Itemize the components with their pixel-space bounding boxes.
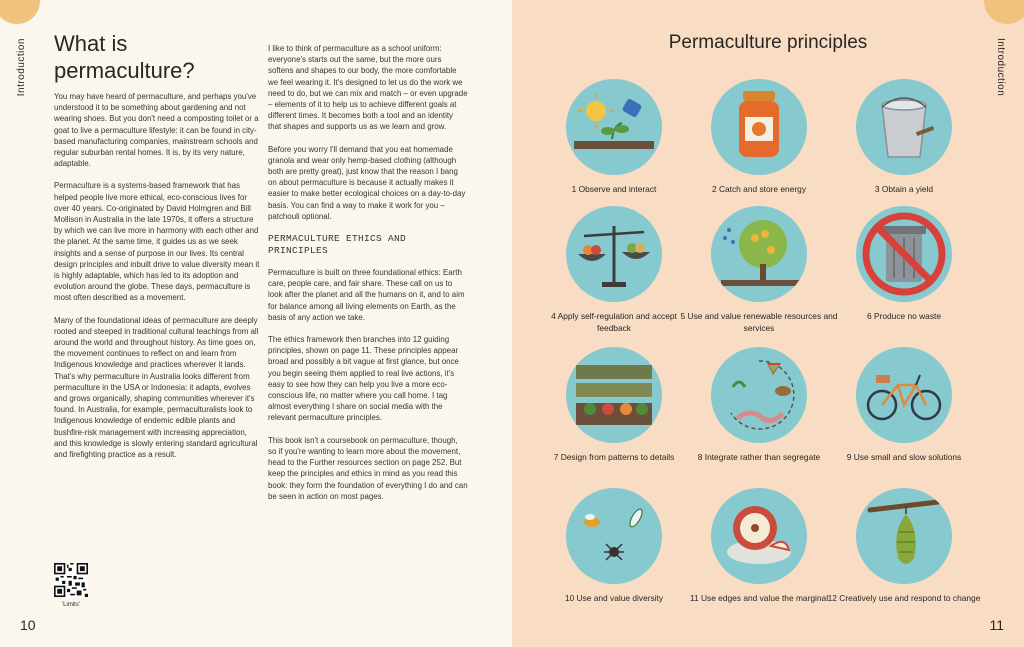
paragraph: Permaculture is built on three foundational ethics: Earth care, people care, and fair share. These call on us to look after the planet and all the humans on it, and to aim for balance among all living elements on Earth, as the basis of any action we take. <box>268 268 465 322</box>
no-bin-icon <box>856 206 952 302</box>
cycle-icon <box>711 347 807 443</box>
principle-label: 3 Obtain a yield <box>874 184 934 194</box>
principle-1 <box>534 79 694 195</box>
chrysalis-icon <box>856 488 952 584</box>
paragraph: The ethics framework then branches into 12 guiding principles, shown on page 11. These principles appear broad and possibly a bit vague at first glance, but once you begin seeing them applied to real live actions, it's easy to see how they can help you live a more eco-conscious life, no matter where you call home. I tag almost everything I share on social media with the relevant permaculture principles. <box>268 335 459 423</box>
principle-label: 5 Use and value renewable resources and services <box>680 311 838 333</box>
principle-4 <box>534 206 694 334</box>
principle-label: 8 Integrate rather than segregate <box>697 452 821 462</box>
principle-label: 12 Creatively use and respond to change <box>827 593 981 603</box>
principle-label: 11 Use edges and value the marginal <box>689 593 829 603</box>
column-2 <box>268 43 468 513</box>
page-number: 11 <box>989 617 1004 633</box>
paragraph: Many of the foundational ideas of permaculture are deeply rooted and steeped in traditional cultural teachings from all around the world and throughout history. As time goes on, the movement continues to reflect on and learn from Indigenous knowledge and practices wherever it lands. That's why permaculture in Australia looks different from permaculture in the USA or Indonesia: it adapts, evolves and grows organically, shaping communities wherever it's found. In Australia, for example, permaculturalists look to Indigenous knowledge of endemic edible plants and bushfire-risk management with increasing appreciation, and this knowledge is slowly entering standard agricultural and firefighting practice as a result. <box>54 315 259 460</box>
principle-8 <box>679 347 839 463</box>
paragraph: You may have heard of permaculture, and perhaps you've understood it to be something about gardening and not wearing shoes. But you don't need a composting toilet or a goat to live a permaculture lifestyle: it can be found in city-based manufacturing companies, mainstream schools and regular suburban rental homes. It is, by its very nature, adaptable. <box>54 92 259 169</box>
scales-icon <box>566 206 662 302</box>
page-title: Permaculture principles <box>668 32 868 53</box>
qr-code-icon[interactable] <box>54 563 88 597</box>
principle-7 <box>534 347 694 463</box>
principle-label: 7 Design from patterns to details <box>553 452 675 462</box>
qr-caption: 'Limits' <box>62 602 80 608</box>
side-label: Introduction <box>16 38 27 97</box>
paragraph: I like to think of permaculture as a school uniform: everyone's starts out the same, but the more ours softens and shapes to our body, the more comfortable we feel wearing it. It's designed to let us do the work we need to do, but we can mix and match – or even upgrade – elements of it to help us to achieve different goals at different times. It becomes both a tool and an identity that shapes and supports us as we learn and grow. <box>268 44 468 132</box>
cut-fruit-icon <box>711 488 807 584</box>
paragraph: Before you worry I'll demand that you eat homemade granola and wear only hemp-based clothing (although both are pretty great), just know that the reason I bang on about permaculture is because it actually makes it easier to make better ecological choices on a day-to-day basis. You can find a way to make it work for you – patchouli optional. <box>268 144 466 221</box>
garden-beds-icon <box>566 347 662 443</box>
principle-label: 10 Use and value diversity <box>564 593 664 603</box>
right-page <box>512 0 1024 647</box>
column-1 <box>54 91 260 471</box>
sun-watering-can-icon <box>566 79 662 175</box>
principle-label: 6 Produce no waste <box>866 311 942 321</box>
section-heading: PERMACULTURE ETHICS AND PRINCIPLES <box>268 233 407 257</box>
principle-label: 4 Apply self-regulation and accept feedback <box>551 311 677 333</box>
principle-9 <box>824 347 984 463</box>
corner-decoration <box>984 0 1024 24</box>
tree-icon <box>711 206 807 302</box>
corner-decoration <box>0 0 40 24</box>
page-title: What is permaculture? <box>54 31 195 83</box>
principle-6 <box>824 206 984 322</box>
jam-jar-icon <box>711 79 807 175</box>
side-label: Introduction <box>995 38 1006 97</box>
principle-11 <box>679 488 839 604</box>
principle-label: 1 Observe and interact <box>571 184 657 194</box>
principle-5 <box>679 206 839 334</box>
paragraph: Permaculture is a systems-based framework that has helped people live more ethical, eco-conscious lives for over 40 years. Co-originated by David Holmgren and Bill Mollison in Australia in the late 1970s, it offers a structure by which we can live more in harmony with each other and the planet. At the same time, it guides us as we seek insights and a sense of purpose in our lives. Its central design principles and inbuilt drive to value diversity mean it is highly adaptable, which has led to its adoption and evolution around the globe. These days, permaculture is most often described as a movement. <box>54 181 260 303</box>
principle-12 <box>824 488 984 604</box>
principle-label: 2 Catch and store energy <box>711 184 807 194</box>
bicycle-icon <box>856 347 952 443</box>
insects-icon <box>566 488 662 584</box>
page-number: 10 <box>20 617 36 633</box>
principle-2 <box>679 79 839 195</box>
principle-10 <box>534 488 694 604</box>
paragraph: This book isn't a coursebook on permaculture, though, so if you're wanting to learn more about the movement, head to the Further resources section on page 252. But keep the principles and ethics in mind as you read this book: they form the foundation of everything I do and can be seen in action on most pages. <box>268 435 468 501</box>
principle-label: 9 Use small and slow solutions <box>846 452 962 462</box>
bucket-icon <box>856 79 952 175</box>
principle-3 <box>824 79 984 195</box>
